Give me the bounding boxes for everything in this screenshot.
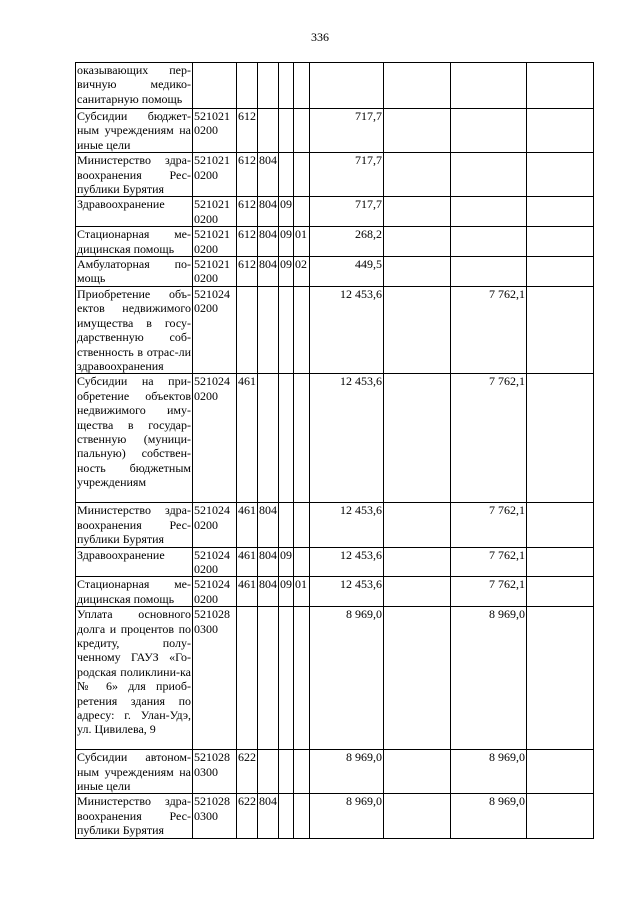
ministry-code: 804 [258,547,279,577]
amount-2 [384,577,451,607]
row-name: Здравоохранение [76,197,193,227]
target-code: 521028 0300 [193,607,237,750]
amount-2 [384,607,451,750]
amount-4 [527,503,594,547]
amount-1: 717,7 [310,109,384,153]
amount-4 [527,286,594,373]
row-name: Министерство здра-воохранения Рес-публики Бурятия [77,794,191,838]
target-code: 521021 0200 [193,109,237,153]
amount-4 [527,197,594,227]
subsection-code: 02 [294,257,310,287]
expense-type: 612 [237,227,258,257]
ministry-code: 804 [258,577,279,607]
amount-3 [451,257,527,287]
table-row [76,227,594,257]
ministry-code [258,63,279,109]
section-code [279,794,294,838]
amount-4 [527,577,594,607]
subsection-code: 01 [294,227,310,257]
table-row [76,750,594,794]
budget-table [75,62,594,839]
expense-type: 612 [237,109,258,153]
amount-3 [451,153,527,197]
amount-3: 7 762,1 [451,503,527,547]
amount-2 [384,197,451,227]
subsection-code [294,197,310,227]
amount-2 [384,109,451,153]
amount-2 [384,503,451,547]
target-code: 521021 0200 [193,257,237,287]
expense-type: 612 [237,153,258,197]
section-code [279,374,294,503]
subsection-code [294,286,310,373]
amount-1: 12 453,6 [310,547,384,577]
ministry-code [258,374,279,503]
expense-type: 461 [237,577,258,607]
subsection-code [294,374,310,503]
ministry-code [258,607,279,750]
table-row [76,197,594,227]
table-row [76,109,594,153]
section-code [279,63,294,109]
amount-3 [451,227,527,257]
ministry-code [258,750,279,794]
expense-type: 622 [237,794,258,838]
subsection-code [294,153,310,197]
amount-4 [527,257,594,287]
target-code: 521021 0200 [193,153,237,197]
ministry-code: 804 [258,503,279,547]
row-name: Приобретение объ-ектов недвижимого имущества в госу-дарственную соб-ственность в отрас-ли здравоохранения [77,286,191,373]
amount-1: 8 969,0 [310,750,384,794]
amount-1: 717,7 [310,153,384,197]
section-code: 09 [279,197,294,227]
row-name: оказывающих пер-вичную медико-санитарную помощь [76,63,193,109]
amount-4 [527,374,594,503]
table-row [76,257,594,287]
ministry-code: 804 [258,794,279,838]
section-code [279,286,294,373]
table-row [76,153,594,197]
amount-4 [527,153,594,197]
amount-2 [384,257,451,287]
row-name: Министерство здра-воохранения Рес-публики Бурятия [77,153,191,197]
table-row [76,286,594,373]
target-code: 521024 0200 [193,374,237,503]
amount-1: 8 969,0 [310,607,384,750]
section-code: 09 [279,227,294,257]
table-row [76,794,594,838]
ministry-code: 804 [258,227,279,257]
amount-3 [451,109,527,153]
target-code [193,63,237,109]
ministry-code [258,109,279,153]
amount-2 [384,750,451,794]
subsection-code [294,63,310,109]
amount-1: 12 453,6 [310,374,384,503]
subsection-code [294,547,310,577]
section-code: 09 [279,577,294,607]
amount-3 [451,197,527,227]
amount-3: 8 969,0 [451,794,527,838]
target-code: 521024 0200 [193,577,237,607]
amount-2 [384,374,451,503]
section-code [279,109,294,153]
amount-1: 12 453,6 [310,286,384,373]
subsection-code [294,503,310,547]
amount-3: 8 969,0 [451,607,527,750]
amount-4 [527,63,594,109]
section-code [279,503,294,547]
amount-1: 717,7 [310,197,384,227]
row-name: Стационарная ме-дицинская помощь [77,577,191,606]
section-code [279,750,294,794]
table-row [76,547,594,577]
row-name: Субсидии бюджет-ным учреждениям на иные цели [77,109,191,152]
expense-type: 612 [237,257,258,287]
amount-3: 7 762,1 [451,577,527,607]
subsection-code [294,607,310,750]
amount-4 [527,227,594,257]
amount-1: 12 453,6 [310,503,384,547]
table-row [76,374,594,503]
subsection-code [294,750,310,794]
row-name: Здравоохранение [76,547,193,577]
amount-2 [384,227,451,257]
expense-type: 461 [237,374,258,503]
amount-3: 8 969,0 [451,750,527,794]
amount-4 [527,547,594,577]
row-name: Уплата основного долга и процентов по кредиту, полу-ченному ГАУЗ «Го-родская поликлини-ка № 6» для приоб-ретения здания по адресу: г. Улан-Удэ, ул. Цивилева, 9 [76,607,193,750]
table-row [76,577,594,607]
amount-1: 268,2 [310,227,384,257]
amount-4 [527,109,594,153]
table-body [76,63,594,839]
amount-1: 8 969,0 [310,794,384,838]
target-code: 521021 0200 [193,197,237,227]
amount-3: 7 762,1 [451,286,527,373]
amount-2 [384,286,451,373]
subsection-code: 01 [294,577,310,607]
amount-2 [384,547,451,577]
row-name: Субсидии автоном-ным учреждениям на иные цели [77,750,191,793]
section-code [279,153,294,197]
table-row [76,607,594,750]
ministry-code: 804 [258,153,279,197]
expense-type [237,607,258,750]
amount-3: 7 762,1 [451,547,527,577]
target-code: 521028 0300 [193,794,237,838]
expense-type: 612 [237,197,258,227]
amount-4 [527,607,594,750]
subsection-code [294,794,310,838]
amount-1: 12 453,6 [310,577,384,607]
subsection-code [294,109,310,153]
expense-type: 461 [237,503,258,547]
page-number: 336 [311,30,329,44]
target-code: 521028 0300 [193,750,237,794]
amount-2 [384,794,451,838]
row-name: Стационарная ме-дицинская помощь [77,227,191,256]
amount-1: 449,5 [310,257,384,287]
amount-4 [527,750,594,794]
row-name: Амбулаторная по-мощь [77,257,191,286]
target-code: 521024 0200 [193,503,237,547]
amount-4 [527,794,594,838]
target-code: 521024 0200 [193,547,237,577]
target-code: 521021 0200 [193,227,237,257]
expense-type [237,286,258,373]
amount-3 [451,63,527,109]
ministry-code: 804 [258,257,279,287]
ministry-code [258,286,279,373]
section-code: 09 [279,257,294,287]
expense-type [237,63,258,109]
section-code [279,607,294,750]
amount-2 [384,153,451,197]
section-code: 09 [279,547,294,577]
row-name: Министерство здра-воохранения Рес-публики Бурятия [77,503,191,547]
ministry-code: 804 [258,197,279,227]
amount-1 [310,63,384,109]
expense-type: 461 [237,547,258,577]
amount-2 [384,63,451,109]
expense-type: 622 [237,750,258,794]
table-row [76,63,594,109]
table-row [76,503,594,547]
target-code: 521024 0200 [193,286,237,373]
row-name: Субсидии на при-обретение объектов недвижимого иму-щества в государ-ственную (муници-пальную) собствен-ность бюджетным учреждениям [76,374,193,503]
amount-3: 7 762,1 [451,374,527,503]
